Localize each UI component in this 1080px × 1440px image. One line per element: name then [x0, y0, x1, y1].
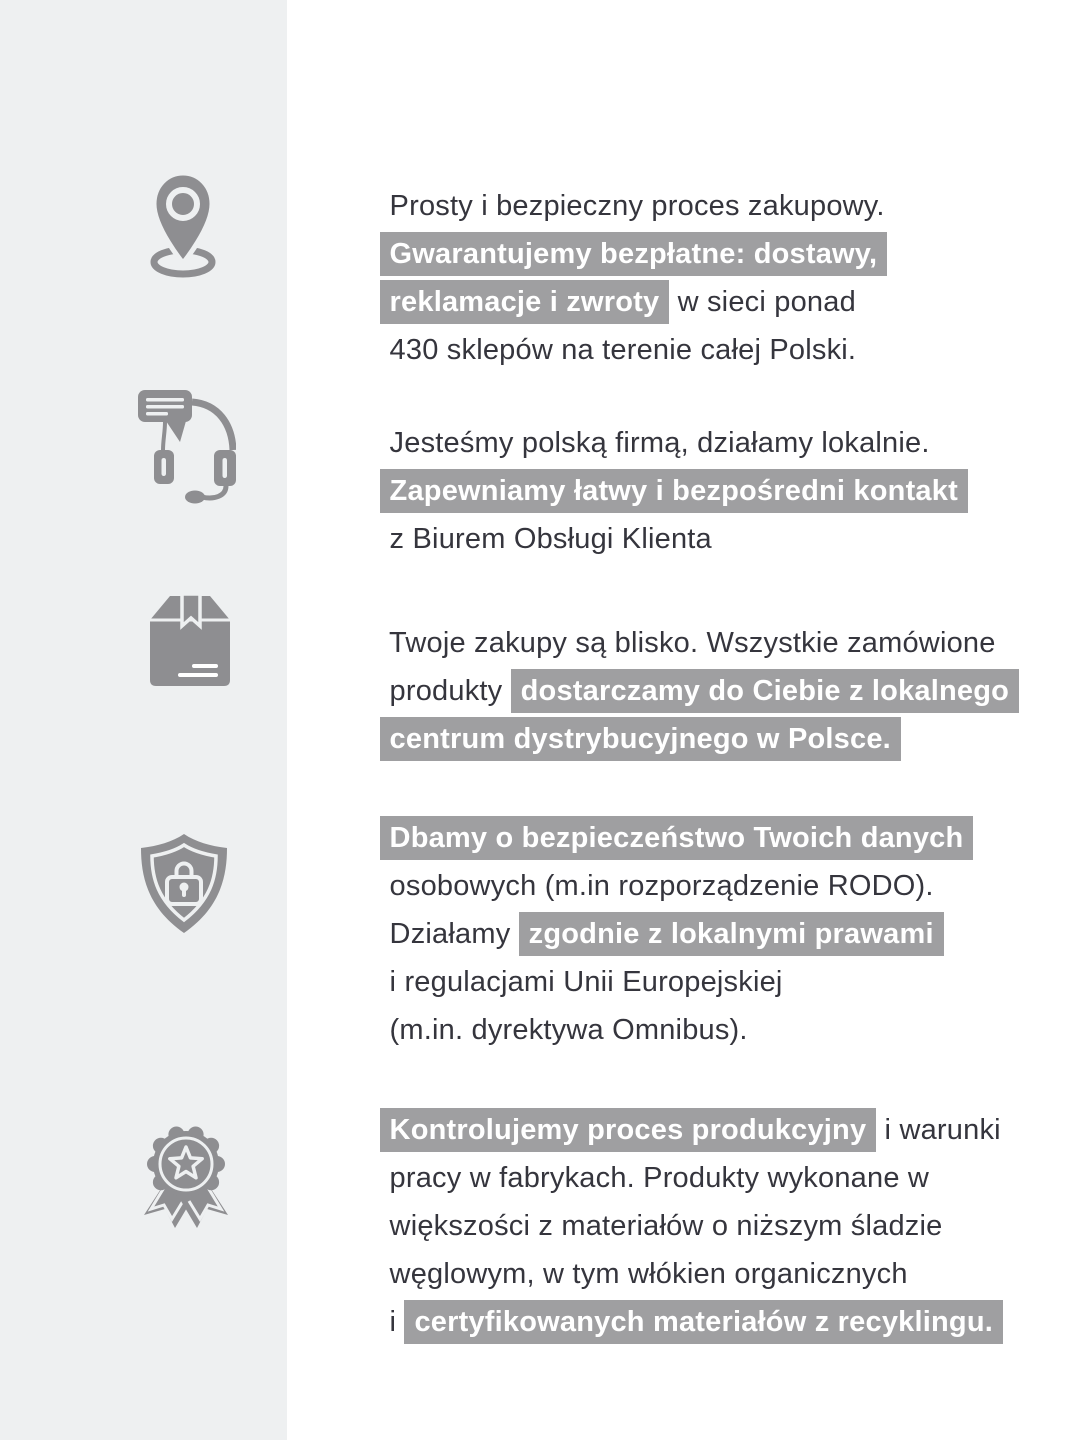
text-segment: (m.in. dyrektywa Omnibus).: [389, 1014, 748, 1046]
shield-lock-icon: [137, 831, 231, 937]
text-line: [330, 371, 1040, 459]
benefit-section-shops: [330, 134, 1040, 366]
package-box-icon: [146, 592, 234, 689]
benefit-section-contact: [330, 371, 1040, 555]
highlighted-text-segment: Zapewniamy łatwy i bezpośredni kontakt: [380, 469, 968, 513]
text-segment: w sieci ponad: [669, 286, 856, 318]
text-segment: Jesteśmy polską firmą, działamy lokalnie.: [389, 427, 930, 459]
text-line: [330, 571, 1040, 659]
text-segment: pracy w fabrykach. Produkty wykonane w: [389, 1162, 930, 1194]
text-line: [330, 134, 1040, 222]
highlighted-text-segment: certyfikowanych materiałów z recyklingu.: [404, 1300, 1003, 1344]
text-segment: produkty: [389, 675, 511, 707]
text-segment: Działamy: [389, 918, 519, 950]
location-pin-icon: [149, 171, 217, 279]
highlighted-text-segment: Dbamy o bezpieczeństwo Twoich danych: [380, 816, 974, 860]
text-segment: węglowym, w tym włókien organicznych: [389, 1258, 908, 1290]
text-segment: większości z materiałów o niższym śladzie: [389, 1210, 943, 1242]
benefit-section-delivery: [330, 571, 1040, 755]
award-badge-icon: [134, 1118, 238, 1232]
text-segment: Twoje zakupy są blisko. Wszystkie zamówione: [389, 627, 996, 659]
text-line: [330, 1058, 1040, 1146]
headset-chat-icon: [138, 388, 236, 504]
highlighted-text-segment: dostarczamy do Ciebie z lokalnego: [511, 669, 1019, 713]
highlighted-text-segment: Gwarantujemy bezpłatne: dostawy,: [380, 232, 888, 276]
highlighted-text-segment: Kontrolujemy proces produkcyjny: [380, 1108, 877, 1152]
text-segment: z Biurem Obsługi Klienta: [389, 523, 712, 555]
highlighted-text-segment: centrum dystrybucyjnego w Polsce.: [380, 717, 901, 761]
text-segment: i warunki: [876, 1114, 1001, 1146]
text-segment: osobowych (m.in rozporządzenie RODO).: [389, 870, 934, 902]
text-line: [330, 766, 1040, 854]
highlighted-text-segment: reklamacje i zwroty: [380, 280, 670, 324]
text-segment: i: [389, 1306, 405, 1338]
benefit-section-data-security: [330, 766, 1040, 1046]
text-segment: 430 sklepów na terenie całej Polski.: [389, 334, 857, 366]
text-segment: Prosty i bezpieczny proces zakupowy.: [389, 190, 885, 222]
text-segment: i regulacjami Unii Europejskiej: [389, 966, 783, 998]
highlighted-text-segment: zgodnie z lokalnymi prawami: [519, 912, 944, 956]
benefit-section-production: [330, 1058, 1040, 1338]
